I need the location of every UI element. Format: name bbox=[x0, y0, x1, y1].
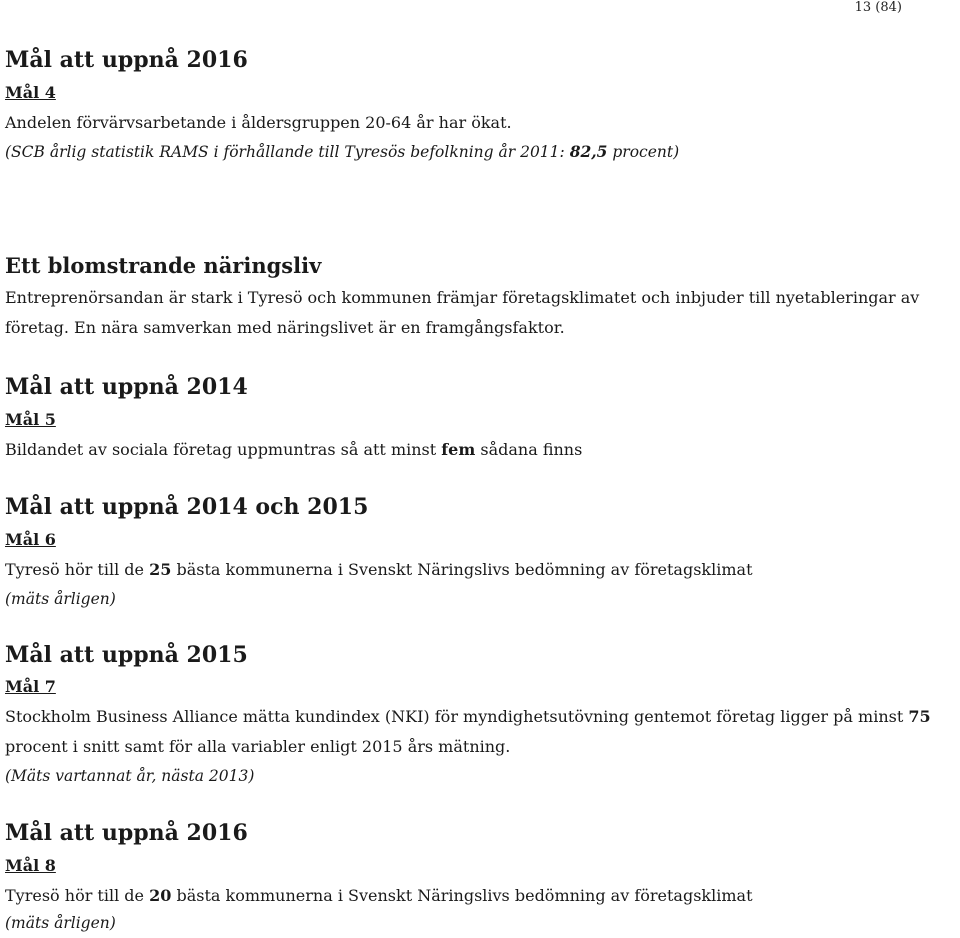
goal-8-text-post: bästa kommunerna i Svenskt Näringslivs bedömning av företagsklimat bbox=[171, 886, 753, 905]
goal-heading-2014-2015: Mål att uppnå 2014 och 2015 bbox=[5, 494, 369, 520]
goal-6-text bbox=[5, 560, 753, 579]
goal-6-text-post: bästa kommunerna i Svenskt Näringslivs bedömning av företagsklimat bbox=[171, 560, 753, 579]
page-number: 13 (84) bbox=[854, 0, 902, 15]
goal-5-text-post: sådana finns bbox=[475, 440, 583, 459]
goal-8-note: (mäts årligen) bbox=[5, 914, 116, 932]
goal-8-label: Mål 8 bbox=[5, 856, 56, 875]
goal-heading-2015: Mål att uppnå 2015 bbox=[5, 642, 248, 668]
goal-6-label: Mål 6 bbox=[5, 530, 56, 549]
goal-4-label: Mål 4 bbox=[5, 83, 56, 102]
goal-4-note-pre: (SCB årlig statistik RAMS i förhållande till Tyresös befolkning år 2011: bbox=[5, 143, 570, 161]
goal-8-text-pre: Tyresö hör till de bbox=[5, 886, 150, 905]
goal-5-text bbox=[5, 440, 582, 459]
goal-heading-2016-b: Mål att uppnå 2016 bbox=[5, 820, 248, 846]
goal-4-note-post: procent) bbox=[607, 143, 680, 161]
goal-7-note: (Mäts vartannat år, nästa 2013) bbox=[5, 767, 255, 785]
goal-7-text-line-2: procent i snitt samt för alla variabler enligt 2015 års mätning. bbox=[5, 737, 511, 756]
goal-8-text bbox=[5, 886, 753, 905]
goal-4-note bbox=[5, 142, 679, 161]
goal-5-text-pre: Bildandet av sociala företag uppmuntras så att minst bbox=[5, 440, 442, 459]
goal-7-label: Mål 7 bbox=[5, 677, 56, 696]
section-text-line-2: företag. En nära samverkan med näringslivet är en framgångsfaktor. bbox=[5, 318, 565, 337]
section-text-line-1: Entreprenörsandan är stark i Tyresö och kommunen främjar företagsklimatet och inbjuder till nyetableringar av bbox=[5, 288, 920, 307]
goal-6-value: 25 bbox=[149, 560, 172, 579]
goal-heading-2014: Mål att uppnå 2014 bbox=[5, 374, 248, 400]
goal-heading-2016-a: Mål att uppnå 2016 bbox=[5, 47, 248, 73]
section-heading: Ett blomstrande näringsliv bbox=[5, 253, 322, 278]
goal-5-value: fem bbox=[441, 440, 476, 459]
goal-7-text-line-1 bbox=[5, 707, 931, 726]
goal-4-note-value: 82,5 bbox=[569, 142, 608, 161]
goal-8-value: 20 bbox=[149, 886, 172, 905]
goal-5-label: Mål 5 bbox=[5, 410, 56, 429]
goal-6-text-pre: Tyresö hör till de bbox=[5, 560, 150, 579]
goal-4-text: Andelen förvärvsarbetande i åldersgruppen 20-64 år har ökat. bbox=[5, 113, 512, 132]
goal-7-value: 75 bbox=[908, 707, 931, 726]
goal-7-text-pre: Stockholm Business Alliance mätta kundindex (NKI) för myndighetsutövning gentemot företag ligger på minst bbox=[5, 707, 909, 726]
goal-6-note: (mäts årligen) bbox=[5, 590, 116, 608]
